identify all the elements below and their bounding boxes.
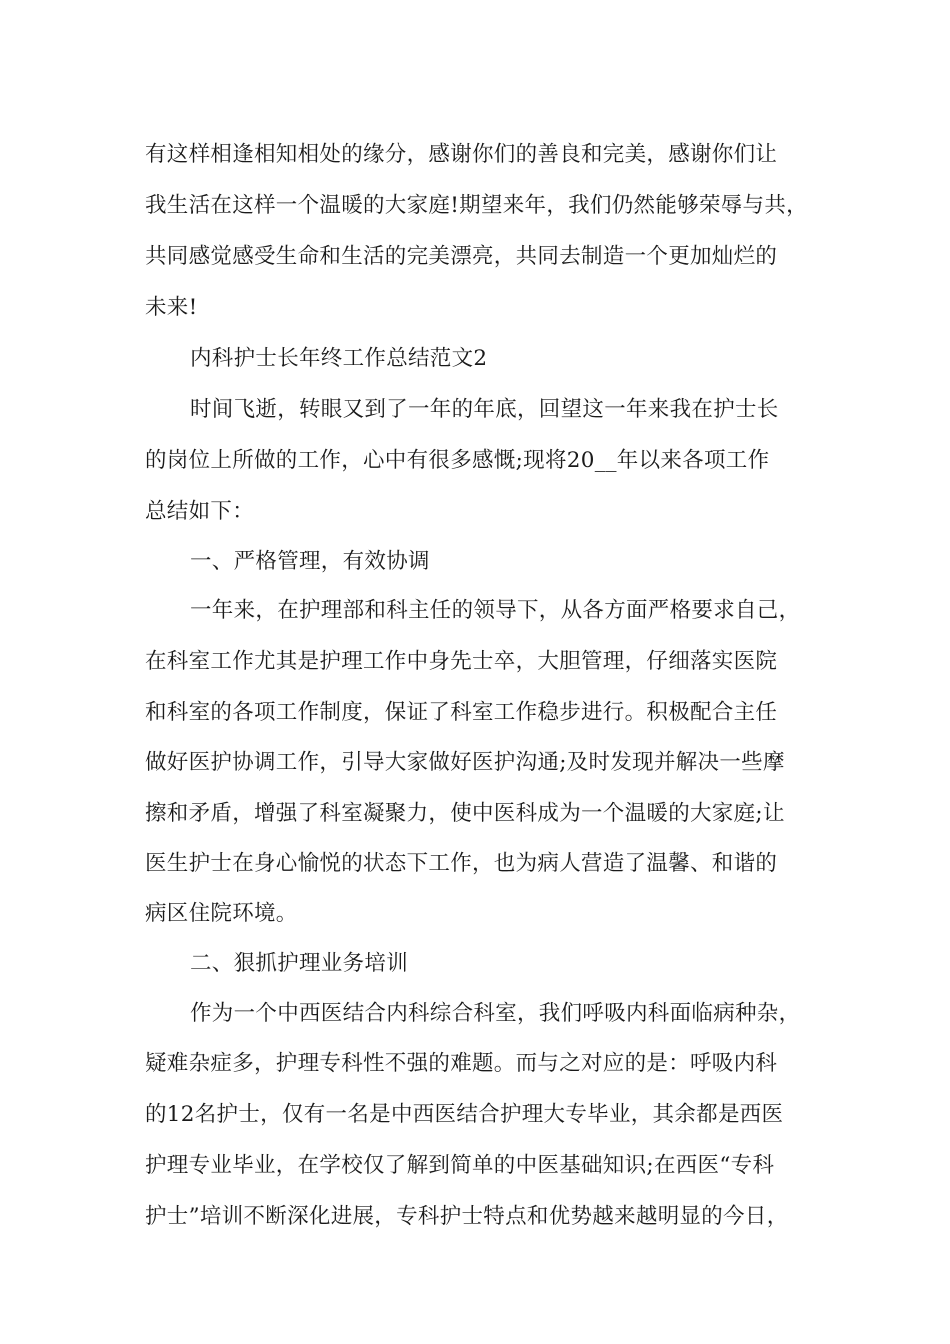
paragraph-line: 共同感觉感受生命和生活的完美漂亮，共同去制造一个更加灿烂的 <box>145 244 778 269</box>
paragraph-line: 和科室的各项工作制度，保证了科室工作稳步进行。积极配合主任 <box>145 700 778 725</box>
paragraph-line: 疑难杂症多，护理专科性不强的难题。而与之对应的是：呼吸内科 <box>145 1051 778 1076</box>
section-heading: 二、狠抓护理业务培训 <box>190 951 409 976</box>
paragraph-line: 有这样相逢相知相处的缘分，感谢你们的善良和完美，感谢你们让 <box>145 142 778 167</box>
section-heading: 一、严格管理，有效协调 <box>190 549 430 574</box>
paragraph-line: 擦和矛盾，增强了科室凝聚力，使中医科成为一个温暖的大家庭;让 <box>145 801 785 826</box>
paragraph-line: 一年来，在护理部和科主任的领导下，从各方面严格要求自己， <box>190 598 801 623</box>
paragraph-line: 总结如下： <box>145 499 255 524</box>
paragraph-line: 护理专业毕业，在学校仅了解到简单的中医基础知识;在西医“专科 <box>145 1153 775 1178</box>
paragraph-line: 做好医护协调工作，引导大家做好医护沟通;及时发现并解决一些摩 <box>145 750 785 775</box>
paragraph-line: 我生活在这样一个温暖的大家庭!期望来年，我们仍然能够荣辱与共， <box>145 193 808 218</box>
section-title: 内科护士长年终工作总结范文2 <box>190 346 488 371</box>
paragraph-line: 在科室工作尤其是护理工作中身先士卒，大胆管理，仔细落实医院 <box>145 649 778 674</box>
paragraph-line: 的12名护士，仅有一名是中西医结合护理大专毕业，其余都是西医 <box>145 1102 784 1127</box>
paragraph-line: 作为一个中西医结合内科综合科室，我们呼吸内科面临病种杂， <box>190 1001 801 1026</box>
paragraph-line: 病区住院环境。 <box>145 901 298 926</box>
paragraph-line: 护士”培训不断深化进展，专科护士特点和优势越来越明显的今日， <box>145 1204 789 1229</box>
paragraph-line: 医生护士在身心愉悦的状态下工作，也为病人营造了温馨、和谐的 <box>145 851 778 876</box>
paragraph-line: 时间飞逝，转眼又到了一年的年底，回望这一年来我在护士长 <box>190 397 779 422</box>
paragraph-line: 未来! <box>145 295 198 320</box>
paragraph-line: 的岗位上所做的工作，心中有很多感慨;现将20__年以来各项工作 <box>145 448 770 473</box>
